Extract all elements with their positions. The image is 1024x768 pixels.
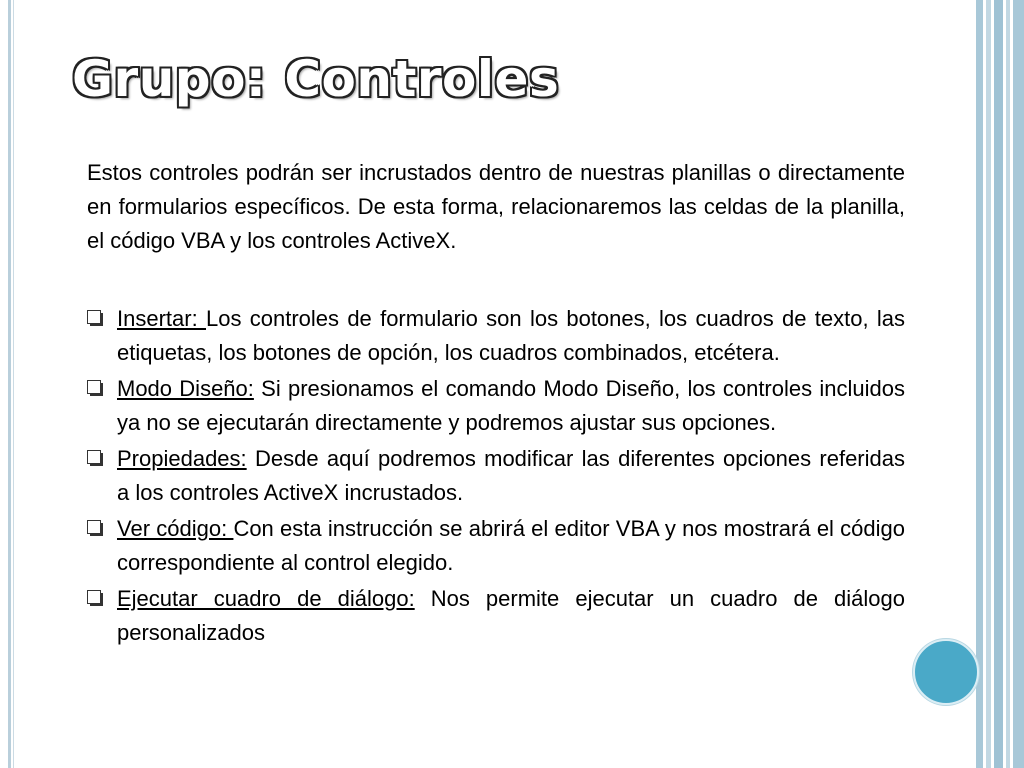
list-item xyxy=(85,372,905,440)
bullet-text: Los controles de formulario son los botones, los cuadros de texto, las etiquetas, los botones de opción, los cuadros combinados, etcétera. xyxy=(117,306,906,365)
left-border-line-inner xyxy=(13,0,14,768)
right-border-band xyxy=(1006,0,1010,768)
bullet-list xyxy=(85,302,905,650)
intro-paragraph: Estos controles podrán ser incrustados dentro de nuestras planillas o directamente en formularios específicos. De esta forma, relacionaremos las celdas de la planilla, el código VBA y los controles ActiveX. xyxy=(87,160,905,253)
right-border-band xyxy=(986,0,991,768)
list-item xyxy=(85,302,905,370)
list-item xyxy=(85,582,905,650)
decorative-circle xyxy=(913,639,979,705)
bullet-term: Insertar: xyxy=(117,306,206,331)
right-border-band xyxy=(994,0,1003,768)
slide-title: Grupo: Controles xyxy=(72,50,560,108)
bullet-term: Ejecutar cuadro de diálogo: xyxy=(117,586,415,611)
right-border-band xyxy=(976,0,983,768)
bullet-text: Desde aquí podremos modificar las diferentes opciones referidas a los controles ActiveX incrustados. xyxy=(117,446,905,505)
bullet-text: Si presionamos el comando Modo Diseño, los controles incluidos ya no se ejecutarán directamente y podremos ajustar sus opciones. xyxy=(117,376,905,435)
square-bullet-icon xyxy=(87,380,103,396)
list-item xyxy=(85,512,905,580)
left-border-line xyxy=(8,0,11,768)
square-bullet-icon xyxy=(87,450,103,466)
square-bullet-icon xyxy=(87,520,103,536)
bullet-text: Nos permite ejecutar un cuadro de diálogo personalizados xyxy=(117,586,905,645)
square-bullet-icon xyxy=(87,310,103,326)
bullet-term: Propiedades: xyxy=(117,446,247,471)
bullet-term: Ver código: xyxy=(117,516,234,541)
square-bullet-icon xyxy=(87,590,103,606)
right-border-band xyxy=(1013,0,1024,768)
bullet-term: Modo Diseño: xyxy=(117,376,254,401)
bullet-text: Con esta instrucción se abrirá el editor VBA y nos mostrará el código correspondiente al control elegido. xyxy=(117,516,906,575)
list-item xyxy=(85,442,905,510)
